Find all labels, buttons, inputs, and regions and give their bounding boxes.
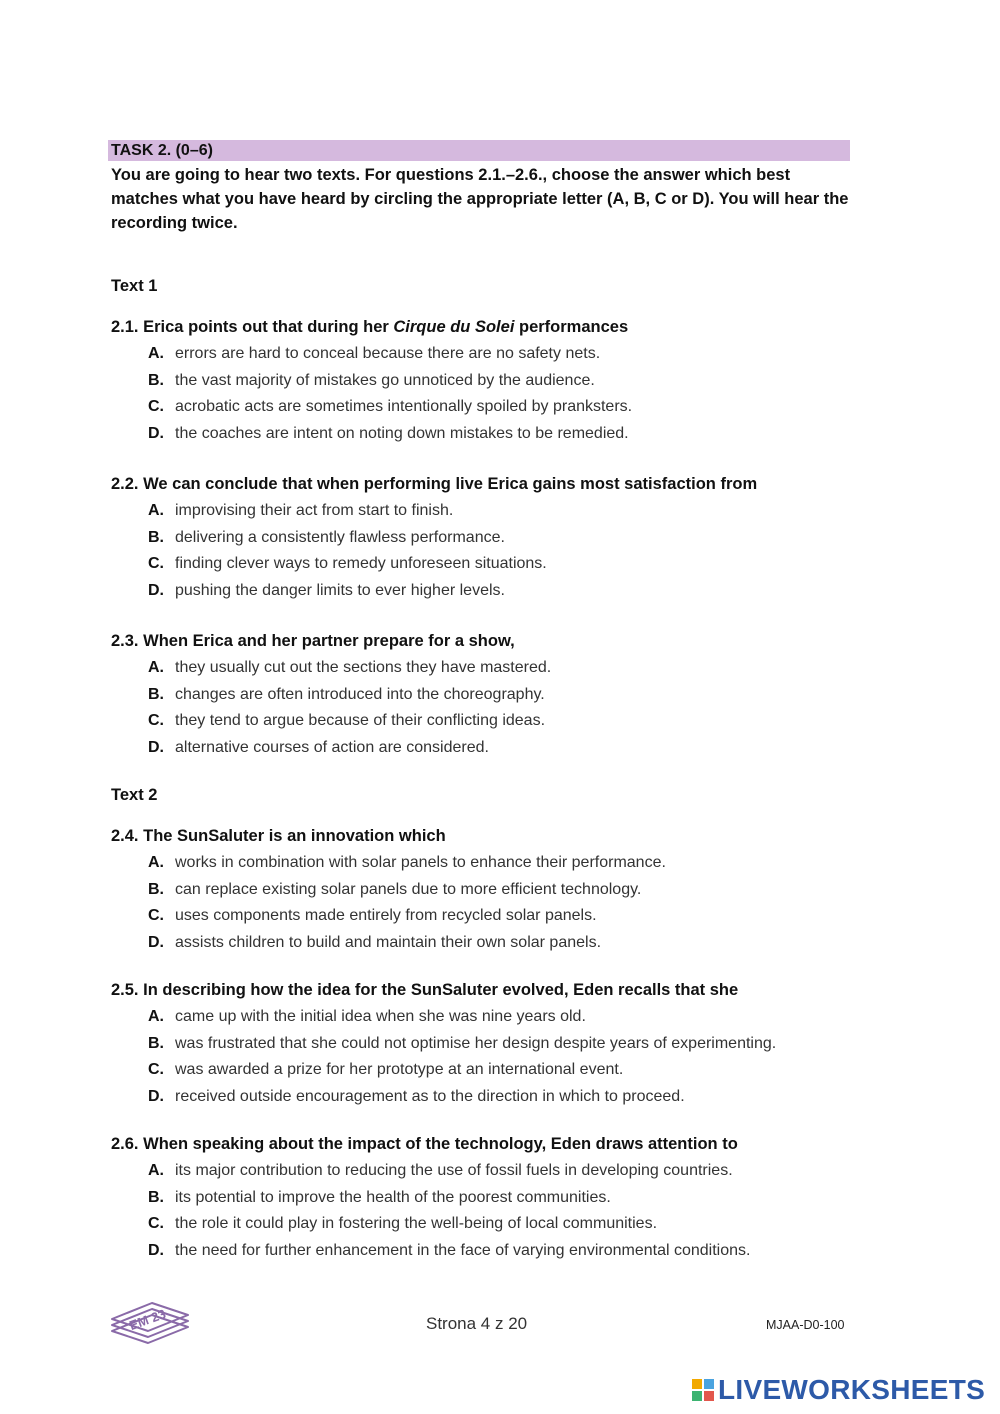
option-letter: B.	[148, 528, 164, 546]
option-text: changes are often introduced into the choreography.	[175, 685, 545, 703]
option-text: acrobatic acts are sometimes intentionally spoiled by pranksters.	[175, 398, 633, 416]
option-text: received outside encouragement as to the direction in which to proceed.	[175, 1087, 685, 1105]
option-c[interactable]	[111, 906, 871, 933]
option-b[interactable]	[111, 880, 871, 907]
option-c[interactable]	[111, 397, 871, 424]
option-text: was awarded a prize for her prototype at an international event.	[175, 1061, 624, 1079]
option-a[interactable]	[111, 344, 871, 371]
task-instructions: You are going to hear two texts. For questions 2.1.–2.6., choose the answer which best matches what you have heard by circling the appropriate letter (A, B, C or D). You will hear the recording twice.	[111, 166, 849, 232]
question-number: 2.3.	[111, 632, 139, 650]
question-text: The SunSaluter is an innovation which	[143, 827, 446, 845]
question-stem	[111, 980, 871, 1000]
question-number: 2.4.	[111, 827, 139, 845]
option-letter: D.	[148, 424, 164, 442]
option-d[interactable]	[111, 738, 871, 765]
option-letter: B.	[148, 685, 164, 703]
option-b[interactable]	[111, 528, 871, 555]
option-text: assists children to build and maintain their own solar panels.	[175, 933, 602, 951]
option-letter: A.	[148, 1008, 164, 1025]
question-2-5	[111, 980, 871, 1113]
option-text: pushing the danger limits to ever higher levels.	[175, 581, 505, 599]
question-2-6	[111, 1134, 871, 1267]
liveworksheets-logo-icon	[692, 1379, 714, 1401]
option-text: alternative courses of action are considered.	[175, 738, 489, 756]
option-a[interactable]	[111, 658, 871, 685]
question-2-1	[111, 317, 871, 450]
question-text-end: performances	[514, 318, 629, 336]
option-letter: D.	[148, 581, 164, 599]
question-stem	[111, 826, 871, 846]
option-letter: A.	[148, 502, 164, 519]
question-number: 2.2.	[111, 475, 139, 493]
option-letter: D.	[148, 1087, 164, 1105]
text-1-label: Text 1	[111, 277, 158, 295]
option-a[interactable]	[111, 501, 871, 528]
option-b[interactable]	[111, 1034, 871, 1061]
question-text: We can conclude that when performing live Erica gains most satisfaction from	[143, 475, 758, 493]
option-text: works in combination with solar panels to enhance their performance.	[175, 854, 666, 871]
option-text: its major contribution to reducing the use of fossil fuels in developing countries.	[175, 1162, 733, 1179]
exam-logo-icon	[108, 1297, 192, 1345]
option-c[interactable]	[111, 554, 871, 581]
option-d[interactable]	[111, 1087, 871, 1114]
option-letter: B.	[148, 1034, 164, 1052]
option-c[interactable]	[111, 1214, 871, 1241]
question-text-italic: Cirque du Solei	[393, 318, 515, 336]
question-2-4	[111, 826, 871, 959]
question-text: When Erica and her partner prepare for a show,	[143, 632, 515, 650]
option-b[interactable]	[111, 685, 871, 712]
option-text: was frustrated that she could not optimise her design despite years of experimenting.	[175, 1034, 777, 1052]
question-2-3	[111, 631, 871, 764]
option-text: delivering a consistently flawless performance.	[175, 528, 505, 546]
option-letter: D.	[148, 738, 164, 756]
option-text: errors are hard to conceal because there are no safety nets.	[175, 345, 601, 362]
option-letter: B.	[148, 371, 164, 389]
question-text: In describing how the idea for the SunSaluter evolved, Eden recalls that she	[143, 981, 739, 999]
option-text: they tend to argue because of their conflicting ideas.	[175, 712, 546, 730]
option-letter: A.	[148, 854, 164, 871]
option-a[interactable]	[111, 1007, 871, 1034]
question-stem	[111, 474, 871, 494]
option-text: can replace existing solar panels due to more efficient technology.	[175, 880, 642, 898]
option-text: they usually cut out the sections they have mastered.	[175, 659, 552, 676]
option-b[interactable]	[111, 371, 871, 398]
question-number: 2.6.	[111, 1135, 139, 1153]
option-text: uses components made entirely from recycled solar panels.	[175, 907, 597, 925]
option-b[interactable]	[111, 1188, 871, 1215]
option-text: finding clever ways to remedy unforeseen situations.	[175, 555, 547, 573]
option-d[interactable]	[111, 424, 871, 451]
option-text: the coaches are intent on noting down mistakes to be remedied.	[175, 424, 629, 442]
option-a[interactable]	[111, 1161, 871, 1188]
option-letter: A.	[148, 659, 164, 676]
task-header: TASK 2. (0–6)	[108, 140, 850, 161]
option-d[interactable]	[111, 581, 871, 608]
option-text: came up with the initial idea when she was nine years old.	[175, 1008, 586, 1025]
page-number: Strona 4 z 20	[426, 1314, 528, 1333]
question-text: When speaking about the impact of the technology, Eden draws attention to	[143, 1135, 738, 1153]
option-text: improvising their act from start to finish.	[175, 502, 454, 519]
option-text: the need for further enhancement in the face of varying environmental conditions.	[175, 1241, 751, 1259]
option-text: its potential to improve the health of the poorest communities.	[175, 1188, 611, 1206]
option-text: the vast majority of mistakes go unnoticed by the audience.	[175, 371, 595, 389]
option-d[interactable]	[111, 933, 871, 960]
option-d[interactable]	[111, 1241, 871, 1268]
exam-logo-text: EM 23	[127, 1306, 168, 1334]
option-a[interactable]	[111, 853, 871, 880]
question-text: Erica points out that during her	[143, 318, 394, 336]
question-stem	[111, 1134, 871, 1154]
option-letter: B.	[148, 1188, 164, 1206]
option-letter: C.	[148, 1215, 164, 1233]
option-text: the role it could play in fostering the well-being of local communities.	[175, 1215, 658, 1233]
option-letter: C.	[148, 555, 164, 573]
option-letter: C.	[148, 398, 164, 416]
liveworksheets-wordmark: LIVEWORKSHEETS	[718, 1374, 986, 1405]
option-letter: D.	[148, 933, 164, 951]
question-stem	[111, 631, 871, 651]
exam-code: MJAA-D0-100	[766, 1318, 845, 1332]
option-letter: C.	[148, 712, 164, 730]
question-number: 2.5.	[111, 981, 139, 999]
option-letter: B.	[148, 880, 164, 898]
option-letter: D.	[148, 1241, 164, 1259]
question-stem	[111, 317, 871, 337]
option-c[interactable]	[111, 1060, 871, 1087]
question-number: 2.1.	[111, 318, 139, 336]
text-2-label: Text 2	[111, 786, 158, 804]
liveworksheets-brand[interactable]	[692, 1374, 985, 1406]
option-letter: C.	[148, 1061, 164, 1079]
option-letter: A.	[148, 1162, 164, 1179]
option-letter: C.	[148, 907, 164, 925]
question-2-2	[111, 474, 871, 607]
option-letter: A.	[148, 345, 164, 362]
option-c[interactable]	[111, 711, 871, 738]
